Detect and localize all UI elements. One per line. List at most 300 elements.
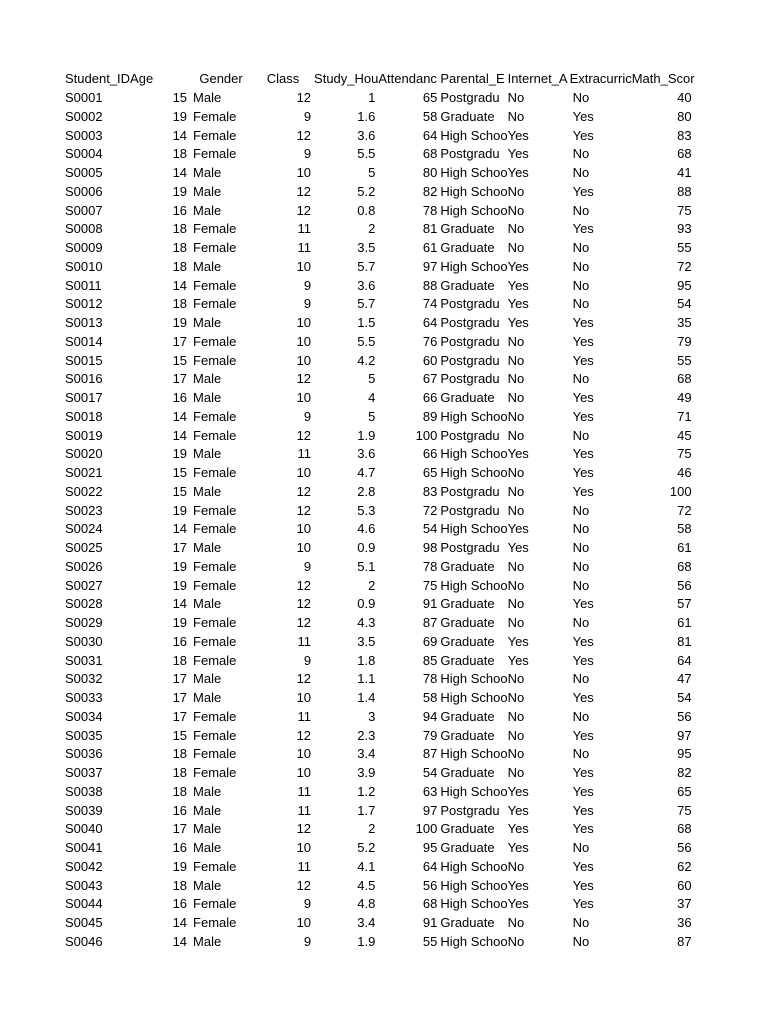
cell-class[interactable]: 10 (296, 390, 312, 406)
cell-math-score[interactable]: 58 (677, 521, 692, 537)
cell-extracurricular[interactable]: No (572, 933, 590, 949)
cell-gender[interactable]: Female (193, 915, 237, 931)
cell-student-id[interactable]: S0002 (65, 108, 103, 124)
cell-attendance[interactable]: 72 (422, 502, 438, 518)
cell-math-score[interactable]: 35 (677, 315, 692, 331)
cell-internet-access[interactable]: Yes (507, 258, 529, 274)
cell-class[interactable]: 10 (296, 690, 312, 706)
cell-math-score[interactable]: 75 (677, 202, 692, 218)
cell-math-score[interactable]: 45 (677, 427, 692, 443)
cell-internet-access[interactable]: No (507, 502, 525, 518)
cell-extracurricular[interactable]: Yes (572, 596, 594, 612)
cell-age[interactable]: 14 (172, 165, 188, 181)
cell-age[interactable]: 16 (172, 202, 188, 218)
cell-internet-access[interactable]: No (507, 90, 525, 106)
cell-attendance[interactable]: 64 (422, 127, 438, 143)
cell-study-hours[interactable]: 5.5 (357, 333, 376, 349)
cell-extracurricular[interactable]: Yes (572, 183, 594, 199)
header-cell-parental-education[interactable]: Parental_E (440, 71, 505, 87)
cell-internet-access[interactable]: No (507, 183, 525, 199)
cell-parental-education[interactable]: High Schoo (440, 783, 508, 799)
cell-gender[interactable]: Female (193, 727, 237, 743)
cell-extracurricular[interactable]: Yes (572, 896, 594, 912)
cell-student-id[interactable]: S0030 (65, 633, 103, 649)
cell-attendance[interactable]: 69 (422, 633, 438, 649)
cell-class[interactable]: 10 (296, 165, 312, 181)
cell-parental-education[interactable]: High Schoo (440, 690, 508, 706)
cell-gender[interactable]: Female (193, 296, 237, 312)
cell-study-hours[interactable]: 5 (368, 408, 376, 424)
cell-gender[interactable]: Male (193, 783, 222, 799)
cell-age[interactable]: 17 (172, 690, 188, 706)
cell-class[interactable]: 12 (296, 127, 312, 143)
cell-student-id[interactable]: S0040 (65, 821, 103, 837)
cell-student-id[interactable]: S0025 (65, 540, 103, 556)
cell-student-id[interactable]: S0036 (65, 746, 103, 762)
cell-math-score[interactable]: 46 (677, 465, 692, 481)
cell-attendance[interactable]: 64 (422, 858, 438, 874)
cell-parental-education[interactable]: Graduate (440, 108, 495, 124)
cell-class[interactable]: 10 (296, 746, 312, 762)
cell-study-hours[interactable]: 0.9 (357, 540, 376, 556)
cell-age[interactable]: 16 (172, 840, 188, 856)
cell-student-id[interactable]: S0005 (65, 165, 103, 181)
cell-age[interactable]: 18 (172, 783, 188, 799)
cell-study-hours[interactable]: 4.5 (357, 877, 376, 893)
cell-attendance[interactable]: 78 (422, 202, 438, 218)
cell-extracurricular[interactable]: Yes (572, 315, 594, 331)
cell-internet-access[interactable]: No (507, 465, 525, 481)
cell-attendance[interactable]: 87 (422, 615, 438, 631)
cell-class[interactable]: 10 (296, 540, 312, 556)
cell-parental-education[interactable]: Postgradu (440, 540, 500, 556)
cell-extracurricular[interactable]: No (572, 240, 590, 256)
cell-extracurricular[interactable]: No (572, 577, 590, 593)
cell-student-id[interactable]: S0015 (65, 352, 103, 368)
cell-study-hours[interactable]: 4.6 (357, 521, 376, 537)
cell-parental-education[interactable]: Graduate (440, 765, 495, 781)
cell-extracurricular[interactable]: No (572, 540, 590, 556)
cell-parental-education[interactable]: High Schoo (440, 465, 508, 481)
cell-gender[interactable]: Female (193, 521, 237, 537)
cell-student-id[interactable]: S0004 (65, 146, 103, 162)
cell-gender[interactable]: Female (193, 615, 237, 631)
cell-internet-access[interactable]: No (507, 577, 525, 593)
cell-study-hours[interactable]: 3.9 (357, 765, 376, 781)
cell-parental-education[interactable]: Postgradu (440, 333, 500, 349)
cell-class[interactable]: 10 (296, 765, 312, 781)
cell-attendance[interactable]: 65 (422, 90, 438, 106)
cell-internet-access[interactable]: Yes (507, 146, 529, 162)
cell-study-hours[interactable]: 5 (368, 371, 376, 387)
cell-gender[interactable]: Male (193, 690, 222, 706)
cell-math-score[interactable]: 37 (677, 896, 692, 912)
header-cell-study-hours[interactable]: Study_Hou (314, 71, 379, 87)
cell-math-score[interactable]: 41 (677, 165, 692, 181)
cell-gender[interactable]: Male (193, 802, 222, 818)
cell-extracurricular[interactable]: Yes (572, 802, 594, 818)
cell-extracurricular[interactable]: No (572, 558, 590, 574)
cell-attendance[interactable]: 67 (422, 371, 438, 387)
cell-class[interactable]: 11 (297, 446, 312, 462)
cell-extracurricular[interactable]: No (572, 746, 590, 762)
cell-gender[interactable]: Male (193, 596, 222, 612)
cell-class[interactable]: 12 (296, 727, 312, 743)
cell-attendance[interactable]: 66 (422, 390, 438, 406)
cell-class[interactable]: 12 (296, 202, 312, 218)
cell-student-id[interactable]: S0035 (65, 727, 103, 743)
cell-study-hours[interactable]: 0.9 (357, 596, 376, 612)
cell-math-score[interactable]: 88 (677, 183, 692, 199)
cell-student-id[interactable]: S0001 (65, 90, 103, 106)
cell-parental-education[interactable]: Postgradu (440, 315, 500, 331)
cell-attendance[interactable]: 56 (422, 877, 438, 893)
cell-age[interactable]: 18 (172, 240, 188, 256)
cell-math-score[interactable]: 68 (677, 146, 692, 162)
cell-class[interactable]: 12 (296, 671, 312, 687)
cell-gender[interactable]: Male (193, 202, 222, 218)
cell-study-hours[interactable]: 1.9 (357, 933, 376, 949)
cell-math-score[interactable]: 55 (677, 240, 692, 256)
cell-study-hours[interactable]: 1.9 (357, 427, 376, 443)
cell-gender[interactable]: Male (193, 840, 222, 856)
cell-attendance[interactable]: 89 (422, 408, 438, 424)
cell-student-id[interactable]: S0023 (65, 502, 103, 518)
cell-math-score[interactable]: 95 (677, 277, 692, 293)
header-cell-attendance[interactable]: Attendanc (378, 71, 437, 87)
cell-internet-access[interactable]: Yes (507, 652, 529, 668)
cell-attendance[interactable]: 65 (422, 465, 438, 481)
cell-attendance[interactable]: 87 (422, 746, 438, 762)
cell-age[interactable]: 15 (172, 727, 188, 743)
cell-math-score[interactable]: 61 (677, 540, 692, 556)
cell-attendance[interactable]: 66 (422, 446, 438, 462)
cell-parental-education[interactable]: High Schoo (440, 858, 508, 874)
cell-parental-education[interactable]: High Schoo (440, 183, 508, 199)
cell-internet-access[interactable]: No (507, 765, 525, 781)
cell-internet-access[interactable]: Yes (507, 296, 529, 312)
cell-parental-education[interactable]: Postgradu (440, 90, 500, 106)
cell-math-score[interactable]: 71 (677, 408, 692, 424)
header-cell-age[interactable]: Age (130, 71, 154, 87)
cell-age[interactable]: 19 (172, 315, 188, 331)
cell-class[interactable]: 10 (296, 840, 312, 856)
cell-study-hours[interactable]: 1.4 (357, 690, 376, 706)
cell-internet-access[interactable]: Yes (507, 783, 529, 799)
cell-extracurricular[interactable]: Yes (572, 352, 594, 368)
cell-attendance[interactable]: 98 (422, 540, 438, 556)
cell-age[interactable]: 18 (172, 146, 188, 162)
cell-class[interactable]: 12 (296, 502, 312, 518)
header-cell-gender[interactable]: Gender (199, 71, 243, 87)
cell-age[interactable]: 15 (172, 465, 188, 481)
cell-parental-education[interactable]: High Schoo (440, 127, 508, 143)
cell-age[interactable]: 18 (172, 258, 188, 274)
cell-attendance[interactable]: 75 (422, 577, 438, 593)
cell-attendance[interactable]: 58 (422, 690, 438, 706)
cell-extracurricular[interactable]: Yes (572, 446, 594, 462)
cell-internet-access[interactable]: No (507, 390, 525, 406)
cell-study-hours[interactable]: 1.2 (357, 783, 376, 799)
cell-math-score[interactable]: 68 (677, 821, 692, 837)
cell-math-score[interactable]: 64 (677, 652, 692, 668)
cell-math-score[interactable]: 87 (677, 933, 692, 949)
cell-parental-education[interactable]: Graduate (440, 840, 495, 856)
cell-parental-education[interactable]: Graduate (440, 615, 495, 631)
cell-student-id[interactable]: S0007 (65, 202, 103, 218)
cell-gender[interactable]: Female (193, 108, 237, 124)
cell-student-id[interactable]: S0014 (65, 333, 103, 349)
cell-student-id[interactable]: S0042 (65, 858, 103, 874)
cell-gender[interactable]: Female (193, 765, 237, 781)
cell-math-score[interactable]: 79 (677, 333, 692, 349)
cell-extracurricular[interactable]: Yes (572, 483, 594, 499)
cell-gender[interactable]: Female (193, 896, 237, 912)
cell-internet-access[interactable]: No (507, 708, 525, 724)
cell-age[interactable]: 18 (172, 746, 188, 762)
cell-parental-education[interactable]: High Schoo (440, 746, 508, 762)
cell-math-score[interactable]: 56 (677, 577, 692, 593)
cell-student-id[interactable]: S0046 (65, 933, 103, 949)
cell-attendance[interactable]: 100 (415, 427, 438, 443)
cell-internet-access[interactable]: Yes (507, 446, 529, 462)
cell-student-id[interactable]: S0026 (65, 558, 103, 574)
cell-student-id[interactable]: S0012 (65, 296, 103, 312)
cell-student-id[interactable]: S0016 (65, 371, 103, 387)
cell-study-hours[interactable]: 3.4 (357, 746, 376, 762)
cell-class[interactable]: 12 (296, 577, 312, 593)
cell-parental-education[interactable]: High Schoo (440, 446, 508, 462)
cell-study-hours[interactable]: 3.5 (357, 240, 376, 256)
cell-age[interactable]: 17 (172, 708, 188, 724)
cell-study-hours[interactable]: 5.7 (357, 296, 376, 312)
cell-class[interactable]: 10 (296, 352, 312, 368)
cell-extracurricular[interactable]: No (572, 671, 590, 687)
cell-attendance[interactable]: 91 (422, 596, 438, 612)
cell-parental-education[interactable]: Graduate (440, 240, 495, 256)
cell-gender[interactable]: Male (193, 390, 222, 406)
cell-student-id[interactable]: S0008 (65, 221, 103, 237)
cell-student-id[interactable]: S0018 (65, 408, 103, 424)
cell-gender[interactable]: Male (193, 315, 222, 331)
cell-parental-education[interactable]: High Schoo (440, 258, 508, 274)
cell-attendance[interactable]: 64 (422, 315, 438, 331)
cell-math-score[interactable]: 100 (669, 483, 692, 499)
cell-parental-education[interactable]: Graduate (440, 390, 495, 406)
cell-gender[interactable]: Female (193, 858, 237, 874)
cell-math-score[interactable]: 60 (677, 877, 692, 893)
cell-parental-education[interactable]: Graduate (440, 633, 495, 649)
cell-math-score[interactable]: 56 (677, 840, 692, 856)
cell-age[interactable]: 14 (172, 427, 188, 443)
cell-study-hours[interactable]: 5.2 (357, 840, 376, 856)
cell-student-id[interactable]: S0037 (65, 765, 103, 781)
cell-extracurricular[interactable]: No (572, 165, 590, 181)
cell-class[interactable]: 12 (296, 90, 312, 106)
cell-class[interactable]: 9 (303, 296, 312, 312)
cell-student-id[interactable]: S0031 (65, 652, 103, 668)
cell-internet-access[interactable]: Yes (507, 877, 529, 893)
cell-extracurricular[interactable]: Yes (572, 127, 594, 143)
cell-internet-access[interactable]: Yes (507, 127, 529, 143)
cell-age[interactable]: 19 (172, 558, 188, 574)
cell-gender[interactable]: Female (193, 427, 237, 443)
cell-extracurricular[interactable]: No (572, 615, 590, 631)
cell-attendance[interactable]: 100 (415, 821, 438, 837)
cell-attendance[interactable]: 58 (422, 108, 438, 124)
cell-math-score[interactable]: 55 (677, 352, 692, 368)
cell-age[interactable]: 19 (172, 446, 188, 462)
cell-parental-education[interactable]: Graduate (440, 915, 495, 931)
cell-internet-access[interactable]: No (507, 427, 525, 443)
cell-class[interactable]: 9 (303, 408, 312, 424)
cell-age[interactable]: 17 (172, 671, 188, 687)
cell-class[interactable]: 12 (296, 877, 312, 893)
cell-age[interactable]: 14 (172, 521, 188, 537)
cell-math-score[interactable]: 93 (677, 221, 692, 237)
cell-study-hours[interactable]: 5.2 (357, 183, 376, 199)
cell-study-hours[interactable]: 2.3 (357, 727, 376, 743)
cell-extracurricular[interactable]: Yes (572, 652, 594, 668)
cell-attendance[interactable]: 97 (422, 258, 438, 274)
cell-study-hours[interactable]: 4.7 (357, 465, 376, 481)
cell-parental-education[interactable]: Graduate (440, 727, 495, 743)
cell-age[interactable]: 16 (172, 896, 188, 912)
cell-extracurricular[interactable]: Yes (572, 690, 594, 706)
cell-extracurricular[interactable]: Yes (572, 408, 594, 424)
cell-study-hours[interactable]: 5.7 (357, 258, 376, 274)
cell-age[interactable]: 19 (172, 577, 188, 593)
cell-student-id[interactable]: S0028 (65, 596, 103, 612)
cell-study-hours[interactable]: 4.2 (357, 352, 376, 368)
cell-student-id[interactable]: S0044 (65, 896, 103, 912)
cell-study-hours[interactable]: 0.8 (357, 202, 376, 218)
cell-student-id[interactable]: S0039 (65, 802, 103, 818)
cell-gender[interactable]: Male (193, 540, 222, 556)
cell-study-hours[interactable]: 3 (368, 708, 376, 724)
cell-math-score[interactable]: 40 (677, 90, 692, 106)
cell-gender[interactable]: Female (193, 708, 237, 724)
cell-internet-access[interactable]: Yes (507, 315, 529, 331)
cell-extracurricular[interactable]: No (572, 840, 590, 856)
cell-age[interactable]: 17 (172, 371, 188, 387)
cell-internet-access[interactable]: No (507, 615, 525, 631)
cell-gender[interactable]: Male (193, 165, 222, 181)
cell-study-hours[interactable]: 5 (368, 165, 376, 181)
cell-student-id[interactable]: S0019 (65, 427, 103, 443)
cell-extracurricular[interactable]: No (572, 371, 590, 387)
cell-attendance[interactable]: 61 (422, 240, 438, 256)
cell-gender[interactable]: Female (193, 240, 237, 256)
cell-internet-access[interactable]: No (507, 858, 525, 874)
cell-attendance[interactable]: 78 (422, 558, 438, 574)
cell-student-id[interactable]: S0006 (65, 183, 103, 199)
cell-internet-access[interactable]: No (507, 690, 525, 706)
cell-math-score[interactable]: 36 (677, 915, 692, 931)
cell-age[interactable]: 16 (172, 633, 188, 649)
cell-class[interactable]: 10 (296, 258, 312, 274)
cell-student-id[interactable]: S0038 (65, 783, 103, 799)
cell-extracurricular[interactable]: No (572, 427, 590, 443)
cell-age[interactable]: 14 (172, 277, 188, 293)
cell-class[interactable]: 10 (296, 333, 312, 349)
cell-student-id[interactable]: S0027 (65, 577, 103, 593)
cell-age[interactable]: 18 (172, 652, 188, 668)
cell-extracurricular[interactable]: Yes (572, 221, 594, 237)
cell-internet-access[interactable]: Yes (507, 540, 529, 556)
cell-parental-education[interactable]: High Schoo (440, 671, 508, 687)
cell-math-score[interactable]: 54 (677, 690, 692, 706)
cell-internet-access[interactable]: Yes (507, 165, 529, 181)
cell-study-hours[interactable]: 1.5 (357, 315, 376, 331)
cell-student-id[interactable]: S0009 (65, 240, 103, 256)
cell-study-hours[interactable]: 5.1 (357, 558, 376, 574)
cell-attendance[interactable]: 63 (422, 783, 438, 799)
cell-class[interactable]: 10 (296, 915, 312, 931)
cell-gender[interactable]: Male (193, 877, 222, 893)
cell-student-id[interactable]: S0045 (65, 915, 103, 931)
cell-study-hours[interactable]: 3.6 (357, 277, 376, 293)
cell-gender[interactable]: Male (193, 183, 222, 199)
cell-class[interactable]: 12 (296, 596, 312, 612)
cell-extracurricular[interactable]: No (572, 202, 590, 218)
cell-age[interactable]: 17 (172, 333, 188, 349)
cell-gender[interactable]: Female (193, 577, 237, 593)
cell-attendance[interactable]: 54 (422, 765, 438, 781)
cell-math-score[interactable]: 75 (677, 446, 692, 462)
cell-study-hours[interactable]: 3.5 (357, 633, 376, 649)
cell-class[interactable]: 12 (296, 183, 312, 199)
cell-extracurricular[interactable]: No (572, 915, 590, 931)
cell-gender[interactable]: Male (193, 258, 222, 274)
cell-internet-access[interactable]: No (507, 727, 525, 743)
cell-gender[interactable]: Male (193, 933, 222, 949)
cell-class[interactable]: 12 (296, 427, 312, 443)
cell-study-hours[interactable]: 2.8 (357, 483, 376, 499)
cell-age[interactable]: 14 (172, 127, 188, 143)
cell-class[interactable]: 10 (296, 315, 312, 331)
cell-study-hours[interactable]: 4 (368, 390, 376, 406)
cell-class[interactable]: 11 (297, 708, 312, 724)
cell-math-score[interactable]: 57 (677, 596, 692, 612)
cell-attendance[interactable]: 74 (422, 296, 438, 312)
cell-attendance[interactable]: 80 (422, 165, 438, 181)
cell-study-hours[interactable]: 5.3 (357, 502, 376, 518)
cell-class[interactable]: 12 (296, 483, 312, 499)
cell-attendance[interactable]: 60 (422, 352, 438, 368)
cell-study-hours[interactable]: 1 (368, 90, 376, 106)
header-cell-internet-access[interactable]: Internet_A (507, 71, 568, 87)
cell-parental-education[interactable]: High Schoo (440, 933, 508, 949)
cell-internet-access[interactable]: No (507, 933, 525, 949)
header-cell-class[interactable]: Class (266, 71, 300, 87)
cell-internet-access[interactable]: No (507, 371, 525, 387)
cell-parental-education[interactable]: Postgradu (440, 146, 500, 162)
cell-age[interactable]: 15 (172, 90, 188, 106)
cell-student-id[interactable]: S0017 (65, 390, 103, 406)
cell-gender[interactable]: Male (193, 671, 222, 687)
cell-math-score[interactable]: 68 (677, 371, 692, 387)
cell-math-score[interactable]: 47 (677, 671, 692, 687)
header-cell-math-score[interactable]: Math_Scor (631, 71, 695, 87)
cell-internet-access[interactable]: No (507, 915, 525, 931)
cell-age[interactable]: 19 (172, 502, 188, 518)
cell-math-score[interactable]: 81 (677, 633, 692, 649)
cell-internet-access[interactable]: Yes (507, 633, 529, 649)
cell-gender[interactable]: Female (193, 277, 237, 293)
cell-parental-education[interactable]: High Schoo (440, 577, 508, 593)
cell-internet-access[interactable]: No (507, 240, 525, 256)
